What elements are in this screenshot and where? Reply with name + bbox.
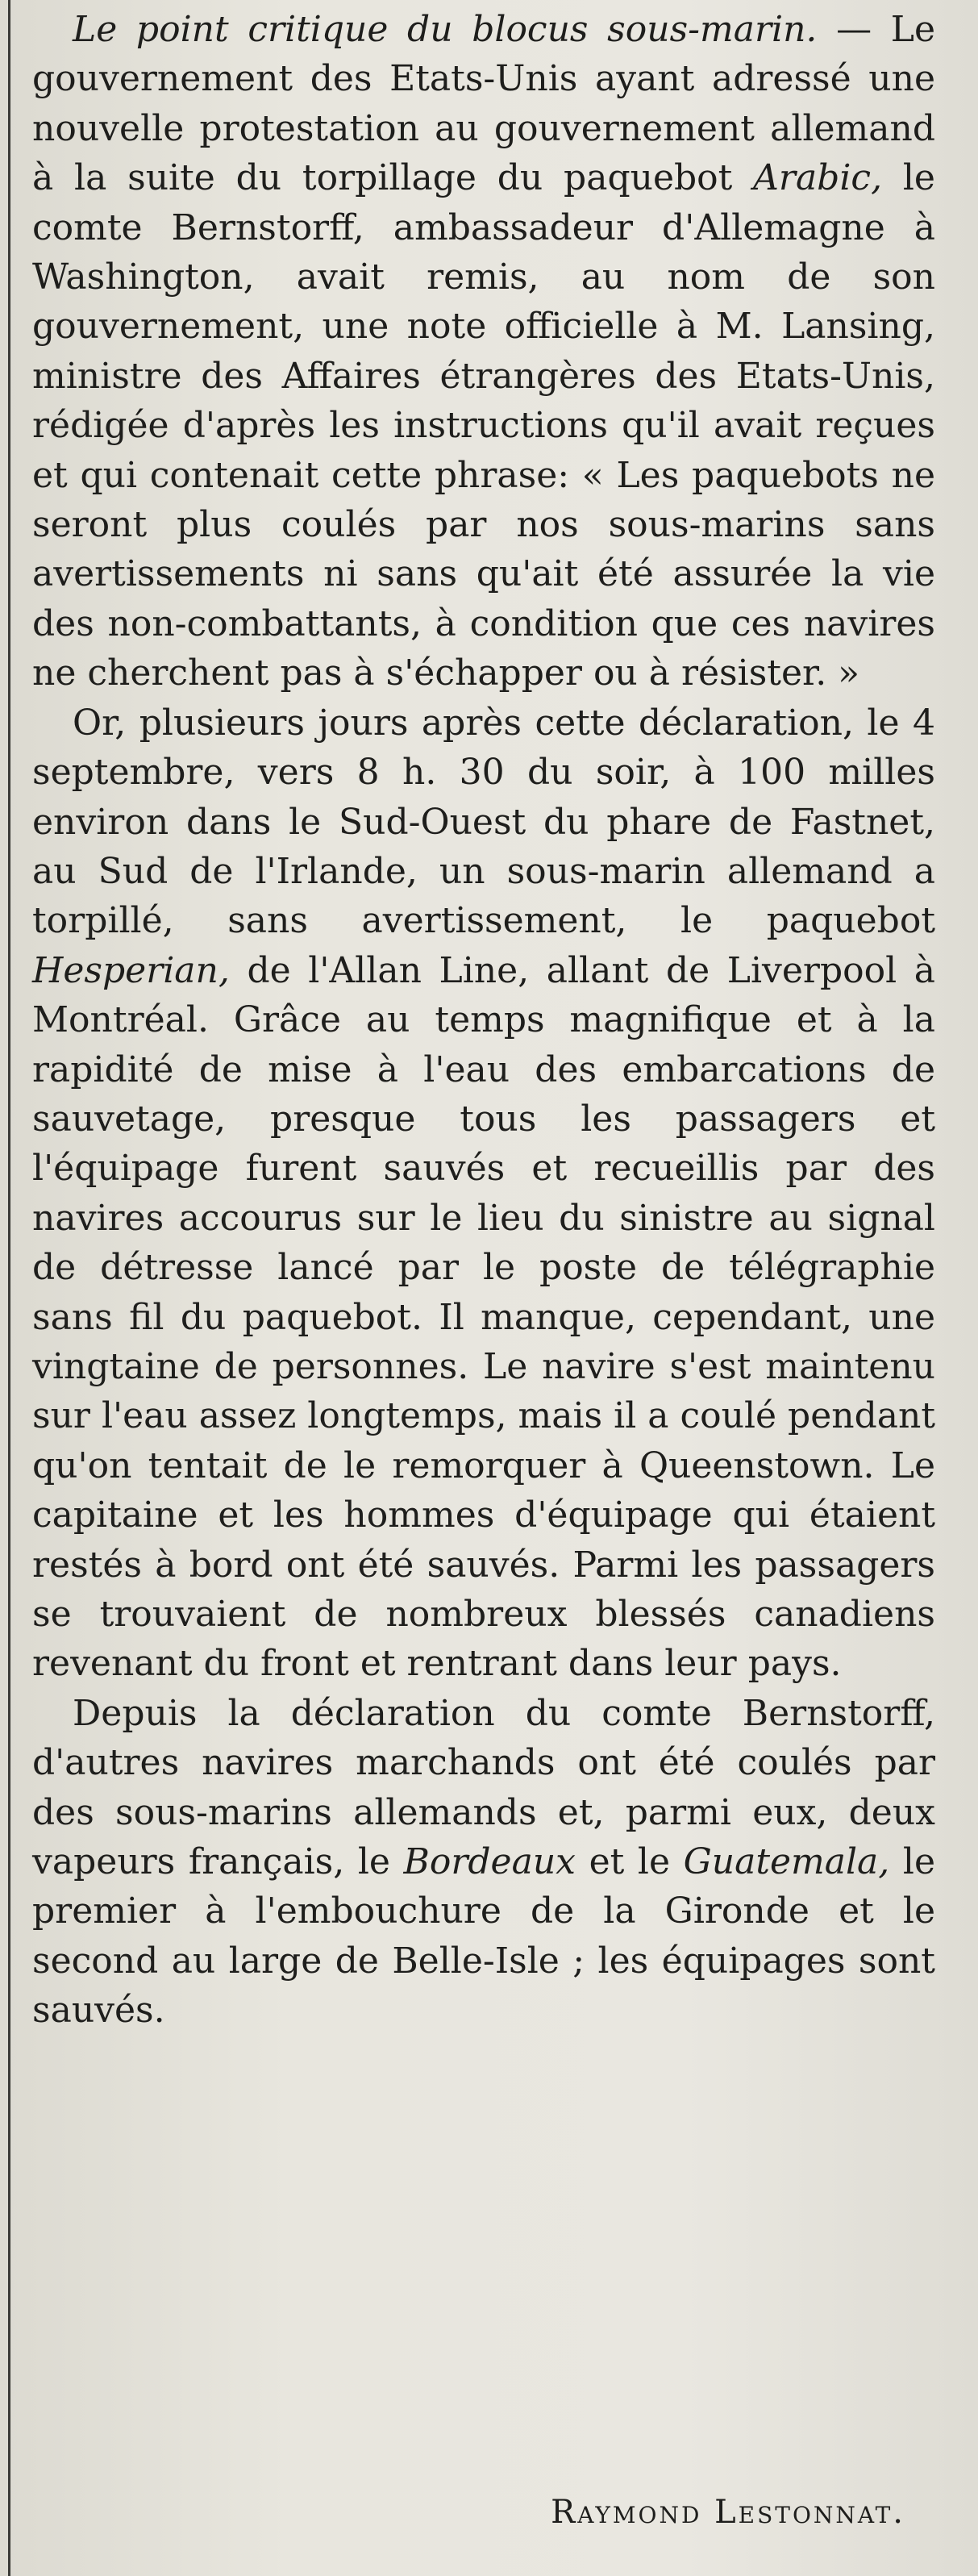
paragraph-3: [32, 1689, 935, 2036]
ship-name-arabic: Arabic,: [753, 157, 883, 199]
author-signature: Raymond Lestonnat.: [551, 2494, 905, 2531]
article-headline: Le point critique du blocus sous-marin.: [73, 9, 818, 50]
ship-name-hesperian: Hesperian,: [32, 949, 230, 991]
ship-name-guatemala: Guatemala,: [683, 1841, 890, 1883]
article-column: [32, 5, 935, 2036]
paragraph-3-mid: et le: [589, 1841, 670, 1883]
ship-name-bordeaux: Bordeaux: [403, 1841, 576, 1883]
column-rule: [8, 0, 10, 2576]
paragraph-2-rest: de l'Allan Line, allant de Liverpool à Montréal. Grâce au temps magnifique et à la rapidité de mise à l'eau des embarcations de sauvetage, presque tous les passagers et l'équipage furent sauvés et recueillis par des navires accourus sur le lieu du sinistre au signal de détresse lancé par le poste de télégraphie sans fil du paquebot. Il manque, cependant, une vingtaine de personnes. Le navire s'est maintenu sur l'eau assez longtemps, mais il a coulé pendant qu'on tentait de le remorquer à Queenstown. Le capitaine et les hommes d'équipage qui étaient restés à bord ont été sauvés. Parmi les passagers se trouvaient de nombreux blessés canadiens revenant du front et rentrant dans leur pays.: [32, 949, 936, 1685]
paragraph-3-text: Depuis la déclaration du comte Bernstorff, d'autres navires marchands ont été coulés par des sous-marins allemands et, parmi eux, deux vapeurs français, le: [32, 1692, 935, 1883]
paragraph-2: [32, 698, 935, 1689]
paragraph-3-rest: le premier à l'embouchure de la Gironde et le second au large de Belle-Isle ; les équipages sont sauvés.: [32, 1841, 935, 2032]
paragraph-1-text: — Le gouvernement des Etats-Unis ayant adressé une nouvelle protestation au gouvernement allemand à la suite du torpillage du paquebot: [32, 9, 935, 199]
paragraph-2-text: Or, plusieurs jours après cette déclaration, le 4 septembre, vers 8 h. 30 du soir, à 100 milles environ dans le Sud-Ouest du phare de Fastnet, au Sud de l'Irlande, un sous-marin allemand a torpillé, sans avertissement, le paquebot: [32, 702, 935, 942]
paragraph-1-rest: le comte Bernstorff, ambassadeur d'Allemagne à Washington, avait remis, au nom de son gouvernement, une note officielle à M. Lansing, ministre des Affaires étrangères des Etats-Unis, rédigée d'après les instructions qu'il avait reçues et qui contenait cette phrase: « Les paquebots ne seront plus coulés par nos sous-marins sans avertissements ni sans qu'ait été assurée la vie des non-combattants, à condition que ces navires ne cherchent pas à s'échapper ou à résister. »: [32, 157, 935, 694]
paragraph-1: [32, 5, 935, 698]
